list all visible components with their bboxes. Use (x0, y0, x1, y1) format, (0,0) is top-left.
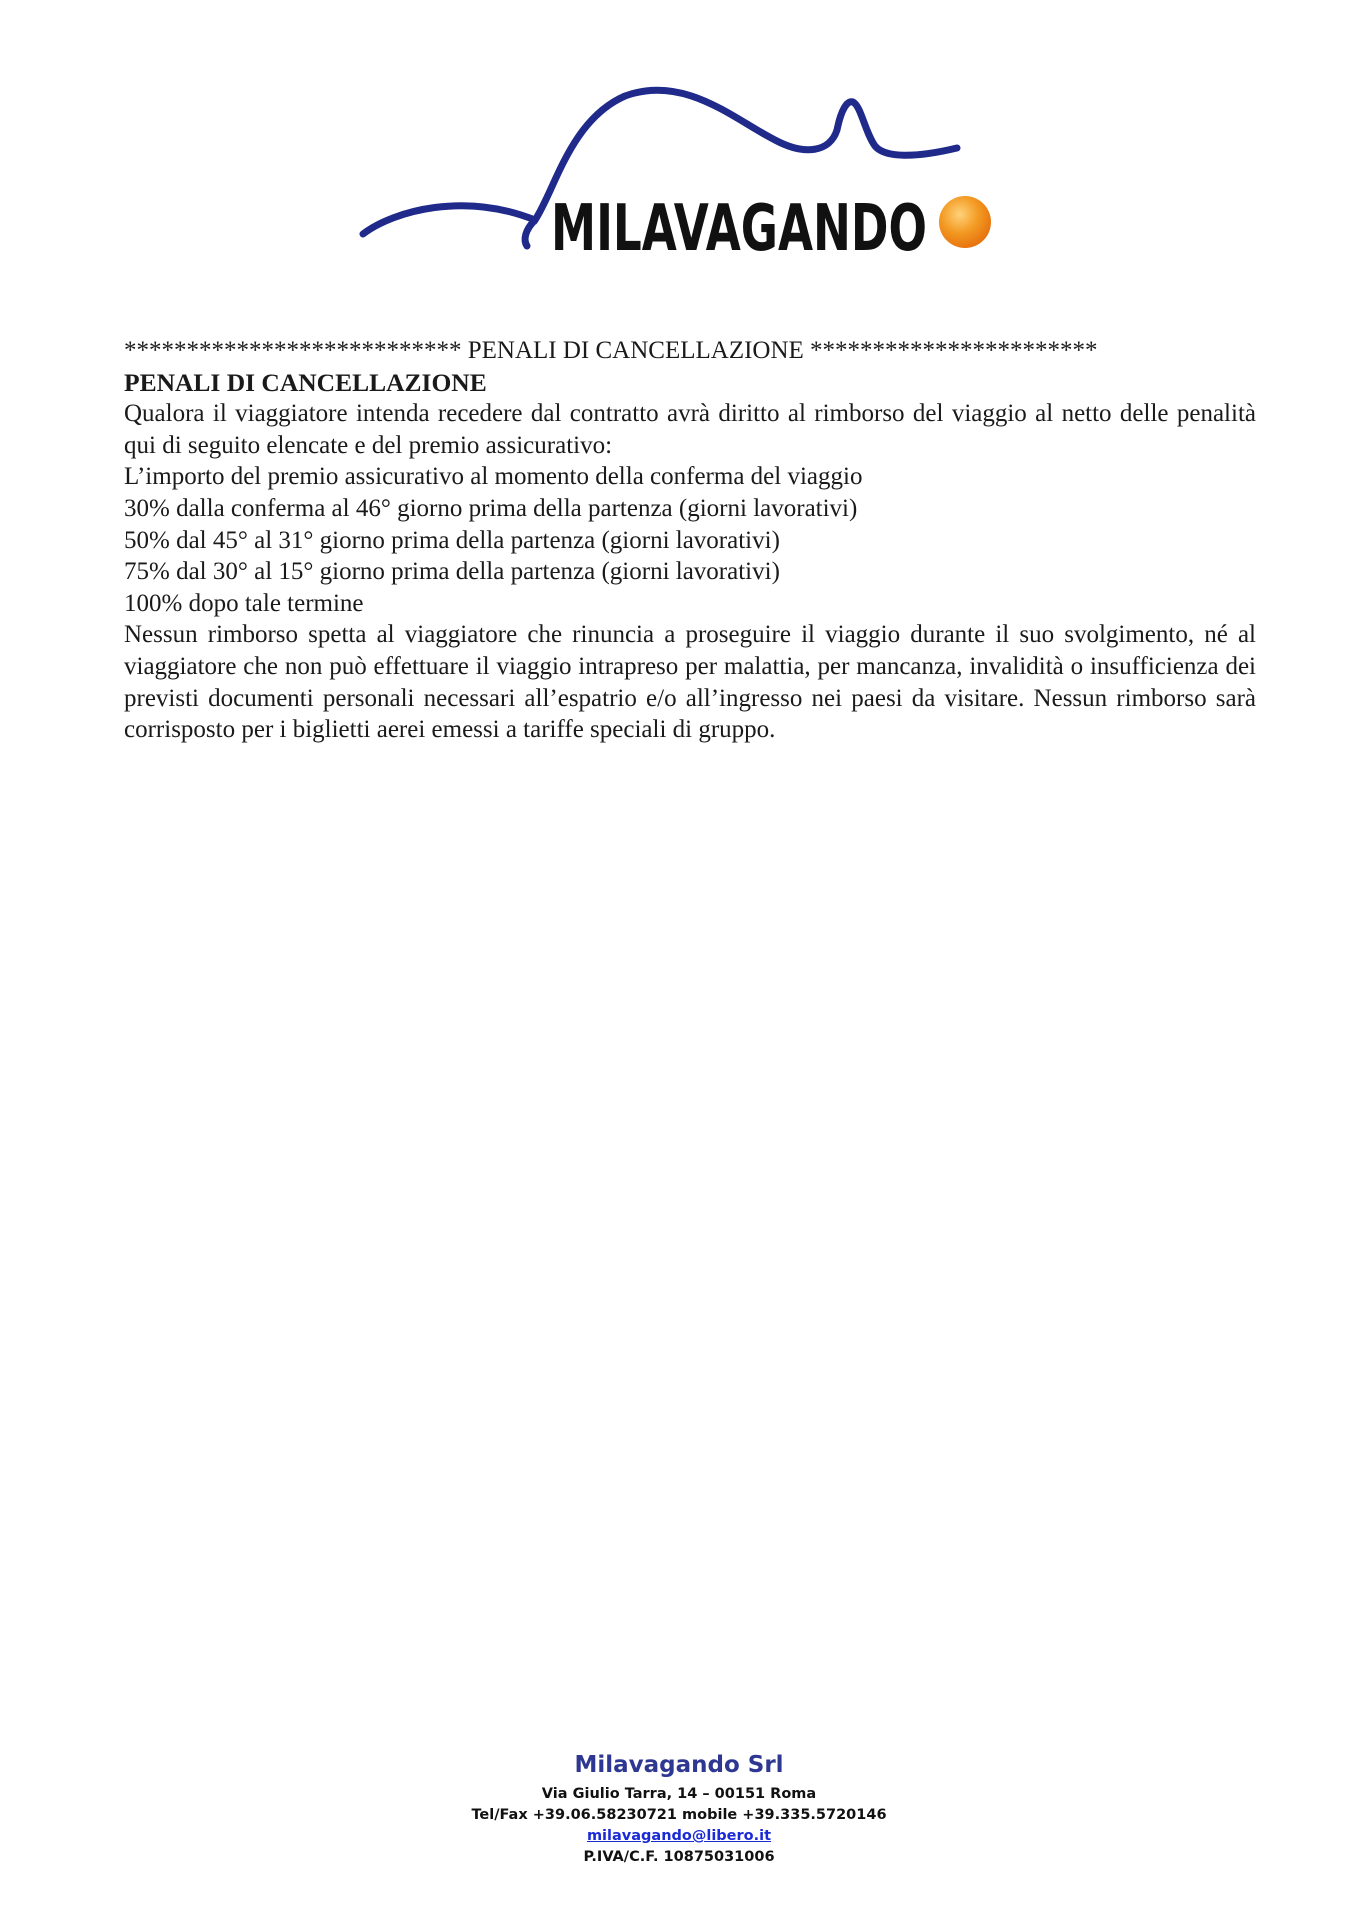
footer-phones: Tel/Fax +39.06.58230721 mobile +39.335.5720146 (471, 1807, 887, 1823)
penalty-line: 30% dalla conferma al 46° giorno prima della partenza (giorni lavorativi) (124, 494, 858, 522)
penalty-line: L’importo del premio assicurativo al momento della conferma del viaggio (124, 463, 863, 491)
company-logo (355, 80, 1015, 280)
penalty-line: 100% dopo tale termine (124, 589, 364, 617)
section-banner: *************************** PENALI DI CANCELLAZIONE *********************** (124, 337, 1098, 364)
footer-address: Via Giulio Tarra, 14 – 00151 Roma (541, 1786, 817, 1802)
penalty-line: 50% dal 45° al 31° giorno prima della partenza (giorni lavorativi) (124, 526, 780, 554)
intro-paragraph: Qualora il viaggiatore intenda recedere dal contratto avrà diritto al rimborso del viaggio al netto delle penalità qui di seguito elencate e del premio assicurativo: (124, 400, 1256, 459)
logo-graphic (355, 80, 1015, 280)
sun-icon (939, 196, 991, 248)
document-body (124, 335, 1256, 746)
footer-email-link[interactable]: milavagando@libero.it (586, 1828, 772, 1844)
letterhead-footer (0, 1752, 1358, 1868)
footer-company-name: Milavagando Srl (574, 1752, 784, 1778)
logo-text: MILAVAGANDO (551, 192, 927, 266)
closing-paragraph: Nessun rimborso spetta al viaggiatore che rinuncia a proseguire il viaggio durante il suo svolgimento, né al viaggiatore che non può effettuare il viaggio intrapreso per malattia, per mancanza, invalidità o insufficienza dei previsti documenti personali necessari all’espatrio e/o all’ingresso nei paesi da visitare. Nessun rimborso sarà corrisposto per i biglietti aerei emessi a tariffe speciali di gruppo. (124, 621, 1256, 744)
footer-vat: P.IVA/C.F. 10875031006 (583, 1849, 775, 1865)
section-heading: PENALI DI CANCELLAZIONE (124, 367, 487, 397)
penalty-line: 75% dal 30° al 15° giorno prima della partenza (giorni lavorativi) (124, 558, 780, 586)
